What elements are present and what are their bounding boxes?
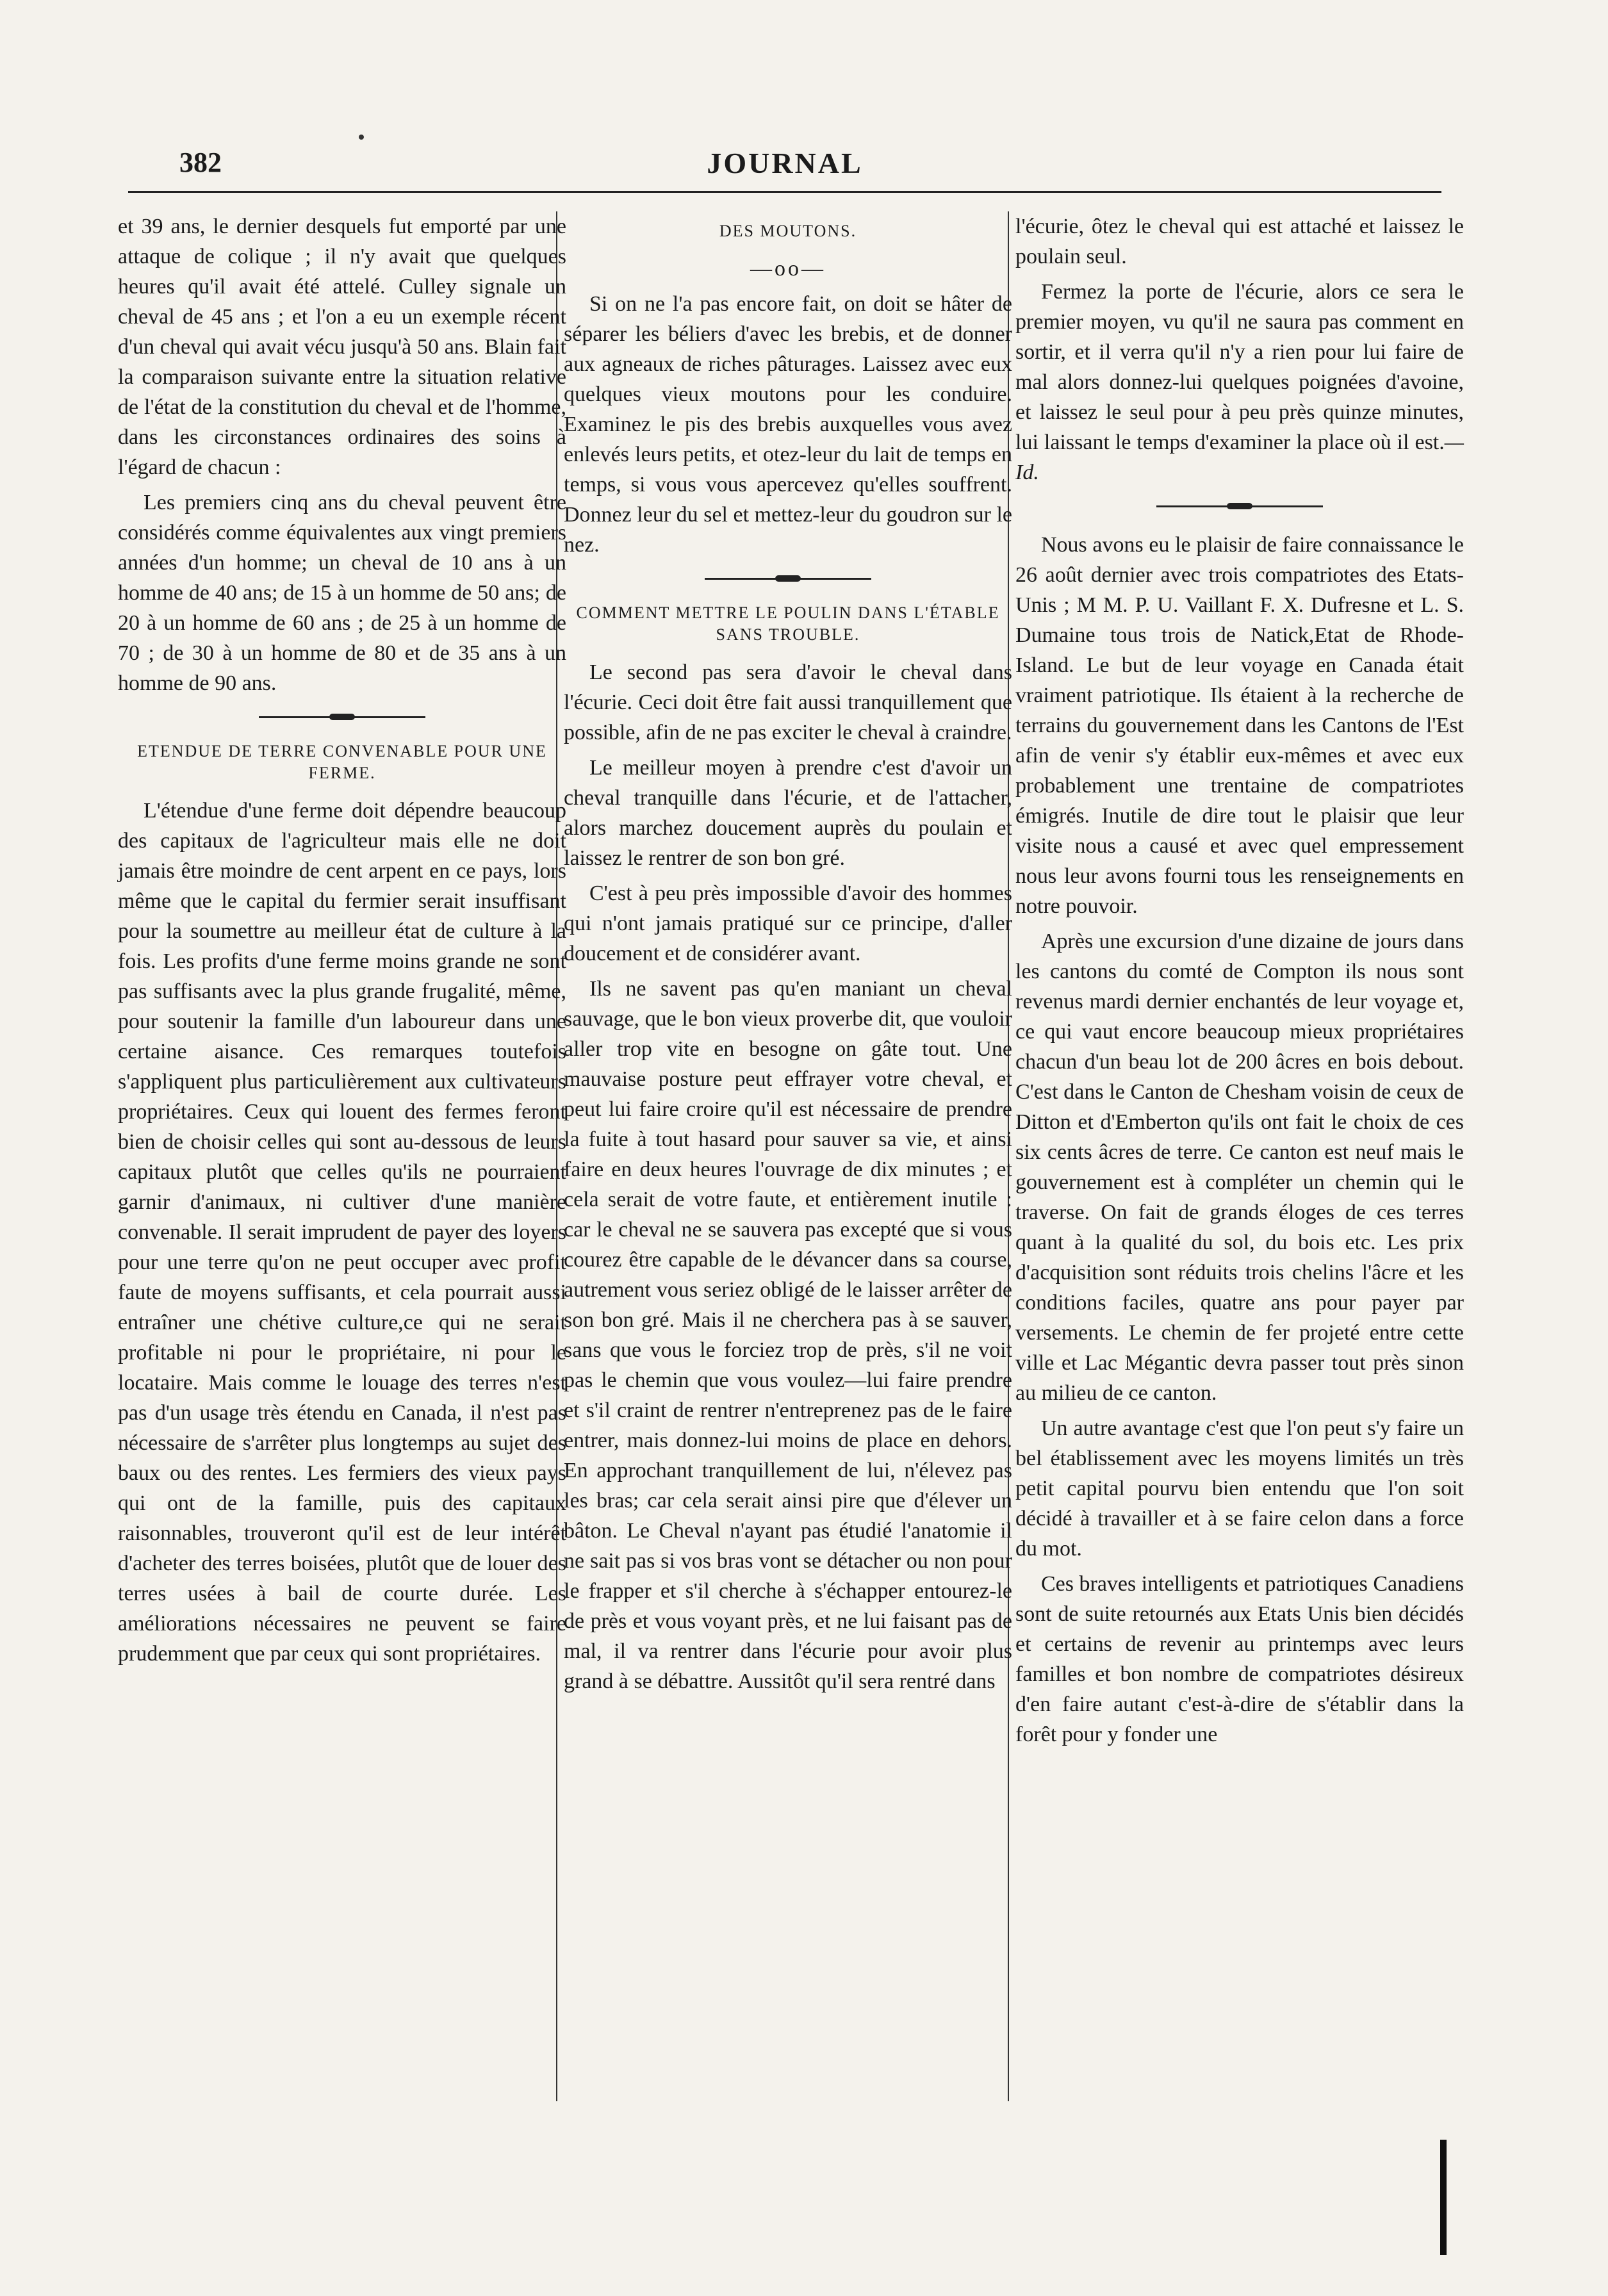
- article-paragraph: [1015, 277, 1464, 488]
- column-1: [118, 211, 566, 1674]
- article-paragraph: l'écurie, ôtez le cheval qui est attaché et laissez le poulain seul.: [1015, 215, 1464, 268]
- section-separator: [705, 575, 871, 582]
- article-paragraph: Les premiers cinq ans du cheval peuvent être considérés comme équivalentes aux vingt premiers années d'un homme; un cheval de 10 ans à un homme de 40 ans; de 15 à un homme de 50 ans; de 20 à un homme de 60 ans ; de 25 à un homme de 70 ; de 30 à un homme de 80 et de 35 ans à un homme de 90 ans.: [118, 491, 566, 695]
- paragraph-text: Fermez la porte de l'écurie, alors ce sera le premier moyen, vu qu'il ne saura pas comment en sortir, et il verra qu'il n'y a rien pour lui faire de mal alors donnez-lui quelques poignées d'avoine, et laissez le seul pour à peu près quinze minutes, lui laissant le temps d'examiner la place où il est.: [1015, 280, 1464, 454]
- margin-ink-mark: [1440, 2140, 1447, 2255]
- header-rule: [128, 191, 1441, 193]
- column-3: [1015, 211, 1464, 1755]
- article-paragraph: Après une excursion d'une dizaine de jours dans les cantons du comté de Compton ils nous sont revenus mardi dernier enchantés de leur voyage et, ce qui vaut encore beaucoup mieux propriétaires chacun d'un beau lot de 200 âcres en bois debout. C'est dans le Canton de Chesham voisin de ceux de Ditton et d'Emberton qu'ils ont fait le choix de ces six cents âcres de terre. Ce canton est neuf mais le gouvernement est à compléter un chemin qui le traverse. On fait de grands éloges de ces terres quant à la qualité du sol, du bois etc. Les prix d'acquisition sont réduits trois chelins l'âcre et les conditions faciles, quatre ans pour payer par versements. Le chemin de fer projeté entre cette ville et Lac Mégantic devra passer tout près sinon au milieu de ce canton.: [1015, 930, 1464, 1405]
- article-paragraph: Le second pas sera d'avoir le cheval dans l'écurie. Ceci doit être fait aussi tranquillement que possible, afin de ne pas exciter le cheval à craindre.: [564, 660, 1012, 744]
- article-paragraph: Le meilleur moyen à prendre c'est d'avoir un cheval tranquille dans l'écurie, et de l'attacher, alors marchez doucement auprès du poulain et laissez le rentrer de son bon gré.: [564, 756, 1012, 870]
- article-paragraph: L'étendue d'une ferme doit dépendre beaucoup des capitaux de l'agriculteur mais elle ne doit jamais être moindre de cent arpent en ce pays, lors même que le capital du fermier serait insuffisant pour la soumettre au meilleur état de culture à la fois. Les profits d'une ferme moins grande ne sont pas suffisants avec la plus grande frugalité, même, pour soutenir la famille d'un laboureur dans une certaine aisance. Ces remarques toutefois s'appliquent plus particulièrement aux cultivateurs propriétaires. Ceux qui louent des fermes feront bien de choisir celles qui sont au-dessous de leurs capitaux plutôt que celles qu'ils ne pourraient garnir d'animaux, ni cultiver d'une manière convenable. Il serait imprudent de payer des loyers pour une terre qu'on ne peut occuper avec profit faute de moyens suffisants, et cela pourrait aussi entraîner une chétive culture,ce qui ne serait profitable ni pour le propriétaire, ni pour le locataire. Mais comme le louage des terres n'est pas d'un usage très étendu en Canada, il n'est pas nécessaire de s'arrêter plus longtemps au sujet des baux ou des rentes. Les fermiers des vieux pays qui ont de la famille, puis des capitaux raisonnables, trouveront qu'il est de leur intérêt d'acheter des terres boisées, plutôt que de louer des terres usées à bail de courte durée. Les améliorations nécessaires ne peuvent se faire prudemment que par ceux qui sont propriétaires.: [118, 799, 566, 1666]
- article-paragraph: Ces braves intelligents et patriotiques Canadiens sont de suite retournés aux Etats Unis bien décidés et certains de revenir au printemps avec leurs familles et bon nombre de compatriotes désireux d'en faire autant c'est-à-dire de s'établir dans la forêt pour y fonder une: [1015, 1572, 1464, 1746]
- signature: —Id.: [1015, 430, 1464, 484]
- article-paragraph: Si on ne l'a pas encore fait, on doit se hâter de séparer les béliers d'avec les brebis, et de donner aux agneaux de riches pâturages. Laissez avec eux quelques vieux moutons pour les conduire. Examinez le pis des brebis auxquelles vous avez enlevés leurs petits, et otez-leur du lait de temps en temps, si vous vous apercevez qu'elles souffrent. Donnez leur du sel et mettez-leur du goudron sur le nez.: [564, 292, 1012, 557]
- article-paragraph: Un autre avantage c'est que l'on peut s'y faire un bel établissement avec les moyens limités un très petit capital pourvu bien entendu que l'on soit décidé à travailler et à se faire celon dans a force du mot.: [1015, 1416, 1464, 1561]
- section-separator: [1156, 503, 1323, 509]
- section-heading: COMMENT METTRE LE POULIN DANS L'ÉTABLE SANS TROUBLE.: [576, 603, 1000, 644]
- article-paragraph: Nous avons eu le plaisir de faire connaissance le 26 août dernier avec trois compatriotes des Etats-Unis ; M M. P. U. Vaillant F. X. Dufresne et L. S. Dumaine tous trois de Natick,Etat de Rhode-Island. Le but de leur voyage en Canada était vraiment patriotique. Ils étaient à la recherche de terrains du gouvernement dans les Cantons de l'Est afin de venir s'y établir eux-mêmes et avec eux probablement une trentaine de compatriotes émigrés. Inutile de dire tout le plaisir que leur visite nous a causé et avec quel empressement nous leur avons fourni tous les renseignements en notre pouvoir.: [1015, 533, 1464, 918]
- article-paragraph: Ils ne savent pas qu'en maniant un cheval sauvage, que le bon vieux proverbe dit, que vouloir aller trop vite en besogne on gâte tout. Une mauvaise posture peut effrayer votre cheval, et peut lui faire croire qu'il est nécessaire de prendre la fuite à tout hasard pour sauver sa vie, et ainsi faire en deux heures l'ouvrage de dix minutes ; et cela serait de votre faute, et entièrement inutile : car le cheval ne se sauvera pas excepté que si vous courez être capable de le dévancer dans sa course, autrement vous seriez obligé de le laisser arrêter de son bon gré. Mais il ne cherchera pas à se sauver, sans que vous le forciez trop de près, s'il ne voit pas le chemin que vous voulez—lui faire prendre et s'il craint de rentrer n'entreprenez pas de le faire entrer, mais donnez-lui moins de place en dehors. En approchant tranquillement de lui, n'élevez pas les bras; car cela serait ainsi pire que d'élever un bâton. Le Cheval n'ayant pas étudié l'anatomie il ne sait pas si vos bras vont se détacher ou non pour le frapper et s'il cherche à s'échapper entourez-le de près et vous voyant près, et ne lui faisant pas de mal, il va rentrer dans l'écurie pour avoir plus grand à se débattre. Aussitôt qu'il sera rentré dans: [564, 977, 1012, 1693]
- ink-speck: [359, 135, 364, 140]
- article-paragraph: C'est à peu près impossible d'avoir des hommes qui n'ont jamais pratiqué sur ce principe, d'aller doucement et de considérer avant.: [564, 882, 1012, 965]
- section-separator: [259, 714, 425, 720]
- section-heading: DES MOUTONS.: [719, 222, 857, 240]
- page-header: [128, 140, 1441, 191]
- column-2: [564, 211, 1012, 1702]
- section-heading: ETENDUE DE TERRE CONVENABLE POUR UNE FERME.: [137, 742, 547, 782]
- journal-title: JOURNAL: [707, 147, 863, 179]
- page-number: 382: [179, 147, 222, 178]
- article-paragraph: et 39 ans, le dernier desquels fut emporté par une attaque de colique ; il n'y avait que quelques heures qu'il avait été attelé. Culley signale un cheval de 45 ans ; et l'on a eu un exemple récent d'un cheval qui avait vécu jusqu'à 50 ans. Blain fait la comparaison suivante entre la situation relative de l'état de la constitution du cheval et de l'homme, dans les circonstances ordinaires des soins à l'égard de chacun :: [118, 215, 566, 479]
- heading-ornament: —oo—: [750, 257, 826, 281]
